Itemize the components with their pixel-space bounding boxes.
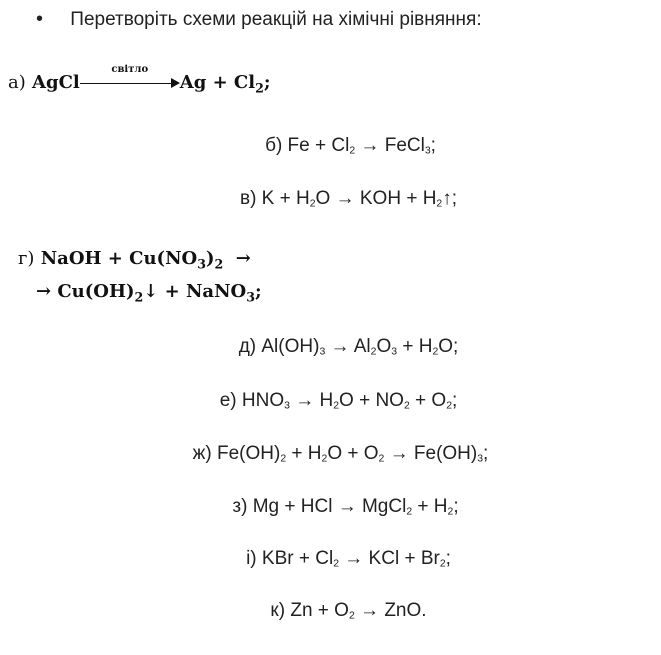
reaction-g	[18, 242, 262, 308]
reaction-a: а) AgCl світло $Ag + Cl_2$;	[8, 64, 271, 96]
task-text: Перетворіть схеми реакцій на хімічні рівняння:	[70, 9, 482, 30]
reaction-k: к) $Zn + O_2$ → ZnO.	[270, 600, 427, 622]
reaction-label: в)	[239, 188, 257, 209]
bullet: •	[36, 8, 44, 30]
reaction-z: з) Mg + HCl → MgCl$_2$ + $H_2$;	[232, 496, 459, 518]
reaction-label: г)	[18, 248, 35, 269]
arrow-with-label	[80, 64, 180, 93]
reaction-label: ж)	[192, 443, 212, 464]
reaction-d: д) $Al(OH)_3 \to Al_2O_3 + H_2O$;	[238, 336, 459, 358]
reaction-label: к)	[270, 600, 286, 621]
reaction-b: б) $Fe + Cl_2$ → FeCl$_3$;	[265, 135, 436, 157]
reaction-g-line1: г) NaOH + $Cu(NO_3)_2$ →	[18, 248, 251, 272]
reaction-i: і) KBr + $Cl_2$ → KCl + $Br_2$;	[246, 548, 451, 570]
reaction-v: в) $K + H_2O$ → KOH + $H_2↑$;	[239, 188, 458, 210]
arrow-label: світло	[111, 64, 149, 75]
reaction-label: з)	[232, 496, 248, 517]
reaction-label: і)	[246, 548, 257, 569]
reaction-label: а)	[8, 72, 26, 93]
reaction-g-line2: → $Cu(OH)_2↓$ + NaNO$_3$;	[36, 281, 262, 305]
reaction-zh: ж) $Fe(OH)_2 + H_2O + O_2 \to Fe(OH)_3$;	[192, 443, 489, 465]
reaction-label: б)	[265, 135, 283, 156]
reaction-label: д)	[238, 336, 257, 357]
reaction-e: е) $HNO_3 \to H_2O + NO_2 + O_2$;	[219, 390, 458, 412]
reaction-label: е)	[219, 390, 237, 411]
task-heading	[36, 8, 482, 31]
